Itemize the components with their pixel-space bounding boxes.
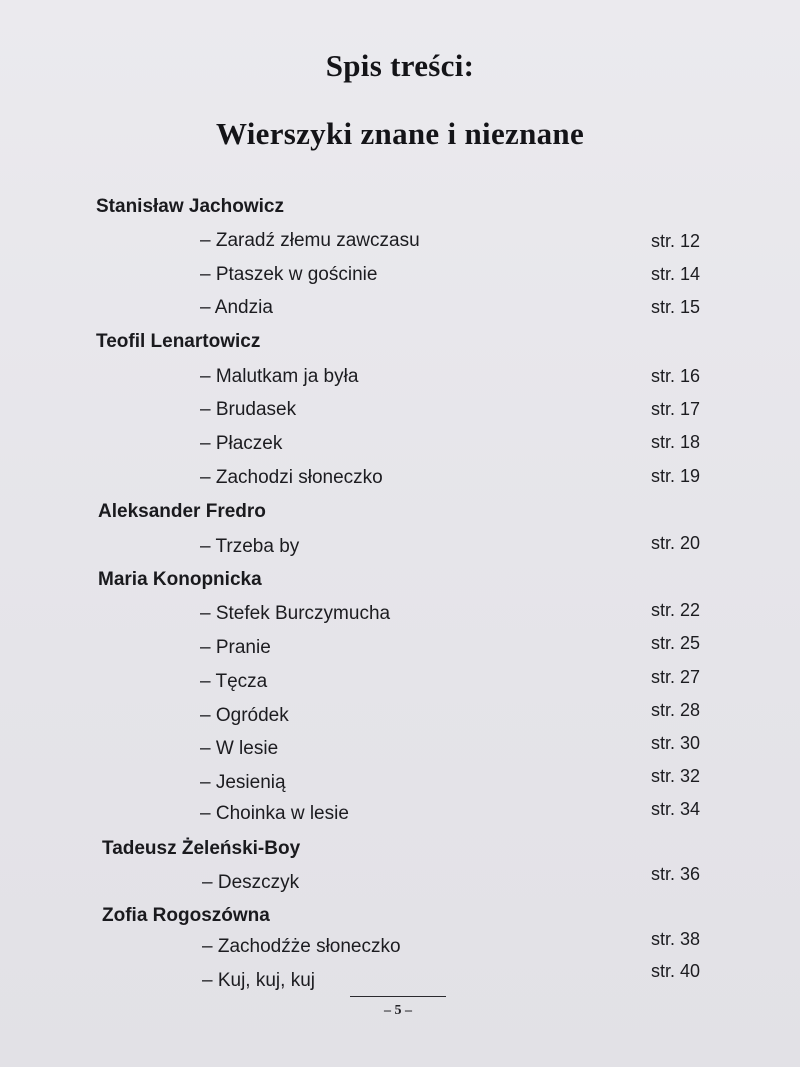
- poem-title: – Kuj, kuj, kuj: [202, 970, 315, 991]
- page-number: – 5 –: [384, 1003, 412, 1018]
- page-reference: str. 30: [651, 733, 701, 753]
- author-name: Aleksander Fredro: [98, 501, 266, 522]
- page-reference: str. 19: [651, 466, 701, 486]
- poem-title: – Tęcza: [200, 671, 268, 692]
- poem-title: – Andzia: [200, 297, 273, 318]
- poem-title: – Trzeba by: [200, 536, 300, 557]
- poem-title: – Deszczyk: [202, 872, 300, 893]
- page-reference: str. 18: [651, 432, 701, 452]
- page-reference: str. 12: [651, 231, 701, 251]
- poem-title: – Ptaszek w gościnie: [200, 264, 378, 285]
- page-reference: str. 22: [651, 600, 701, 620]
- page-reference: str. 40: [651, 961, 701, 981]
- page-reference: str. 32: [651, 766, 701, 786]
- footer-divider: [350, 996, 446, 997]
- poem-title: – Choinka w lesie: [200, 803, 349, 824]
- page-reference: str. 17: [651, 399, 701, 419]
- author-name: Maria Konopnicka: [98, 569, 262, 590]
- poem-title: – Zaradź złemu zawczasu: [200, 230, 420, 251]
- poem-title: – Zachodźże słoneczko: [202, 936, 401, 957]
- page-reference: str. 16: [651, 366, 701, 386]
- author-name: Tadeusz Żeleński-Boy: [102, 838, 301, 859]
- poem-title: – W lesie: [200, 738, 279, 759]
- page-reference: str. 28: [651, 700, 701, 720]
- poem-title: – Pranie: [200, 637, 271, 658]
- poem-title: – Stefek Burczymucha: [200, 603, 391, 624]
- author-name: Teofil Lenartowicz: [96, 331, 261, 352]
- page-reference: str. 15: [651, 297, 701, 317]
- page-reference: str. 14: [651, 264, 701, 284]
- poem-title: – Jesienią: [200, 772, 286, 793]
- page-reference: str. 27: [651, 667, 701, 687]
- page-reference: str. 25: [651, 633, 701, 653]
- page-reference: str. 38: [651, 929, 701, 949]
- poem-title: – Zachodzi słoneczko: [200, 467, 383, 488]
- page-reference: str. 36: [651, 864, 701, 884]
- page-title: Spis treści:: [325, 48, 475, 83]
- author-name: Zofia Rogoszówna: [102, 905, 270, 926]
- author-name: Stanisław Jachowicz: [96, 196, 284, 217]
- poem-title: – Malutkam ja była: [200, 366, 359, 387]
- section-title: Wierszyki znane i nieznane: [215, 116, 585, 151]
- poem-title: – Płaczek: [200, 433, 283, 454]
- page-reference: str. 34: [651, 799, 701, 819]
- poem-title: – Ogródek: [200, 705, 289, 726]
- page-reference: str. 20: [651, 533, 701, 553]
- poem-title: – Brudasek: [200, 399, 297, 420]
